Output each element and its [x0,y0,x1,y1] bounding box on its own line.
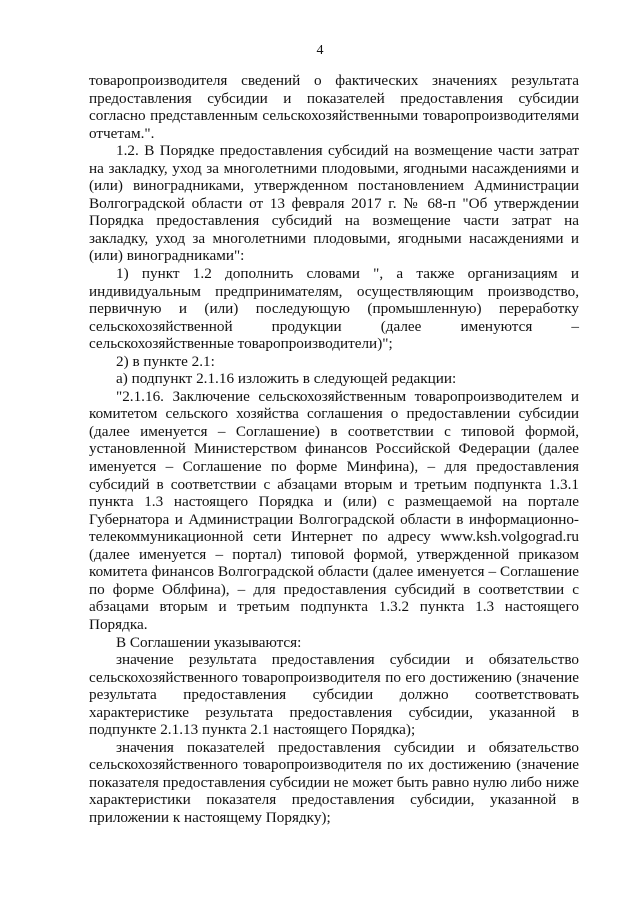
paragraph: В Соглашении указываются: [116,633,302,651]
paragraph: значение результата предоставления субсидии и обязательство сельскохозяйственного товаропроизводителя по его достижению (значение результата предоставления субсидии должно соответствовать характеристике результата предоставления субсидии, указанной в подпункте 2.1.13 пункта 2.1 настоящего Порядка); [89,651,579,739]
paragraph: 1.2. В Порядке предоставления субсидий на возмещение части затрат на закладку, уход за многолетними плодовыми, ягодными насаждениями и (или) виноградниками, утвержденном постановлением Администрации Волгоградской области от 13 февраля 2017 г. № 68-п "Об утверждении Порядка предоставления субсидий на возмещение части затрат на закладку, уход за многолетними плодовыми, ягодными насаждениями и (или) виноградниками": [89,142,579,265]
paragraph: "2.1.16. Заключение сельскохозяйственным товаропроизводителем и комитетом сельского хозяйства соглашения о предоставлении субсидии (далее именуется – Соглашение) в соответствии с типовой формой, установленной Министерством финансов Российской Федерации (далее именуется – Соглашение по форме Минфина), – для предоставления субсидий в соответствии с абзацами вторым и третьим подпункта 1.3.1 пункта 1.3 настоящего Порядка и (или) с размещаемой на портале Губернатора и Администрации Волгоградской области в информационно-телекоммуникационной сети Интернет по адресу www.ksh.volgograd.ru (далее именуется – портал) типовой формой, утвержденной приказом комитета финансов Волгоградской области (далее именуется – Соглашение по форме Облфина), – для предоставления субсидий в соответствии с абзацами вторым и третьим подпункта 1.3.2 пункта 1.3 настоящего Порядка. [89,387,579,633]
paragraph: 1) пункт 1.2 дополнить словами ", а также организациям и индивидуальным предпринимателям, осуществляющим производство, первичную и (или) последующую (промышленную) переработку сельскохозяйственной продукции (далее именуются – сельскохозяйственные товаропроизводители)"; [89,265,579,353]
paragraph: значения показателей предоставления субсидии и обязательство сельскохозяйственного товаропроизводителя по их достижению (значение показателя предоставления субсидии не может быть равно нулю либо ниже характеристики показателя предоставления субсидии, указанной в приложении к настоящему Порядку); [89,738,579,826]
page-number: 4 [316,43,324,58]
paragraph: 2) в пункте 2.1: [116,352,215,370]
document-body [89,72,579,827]
paragraph: а) подпункт 2.1.16 изложить в следующей редакции: [116,370,457,388]
paragraph: товаропроизводителя сведений о фактических значениях результата предоставления субсидии и показателей предоставления субсидии согласно представленным сельскохозяйственными товаропроизводителями отчетам.". [89,72,579,142]
